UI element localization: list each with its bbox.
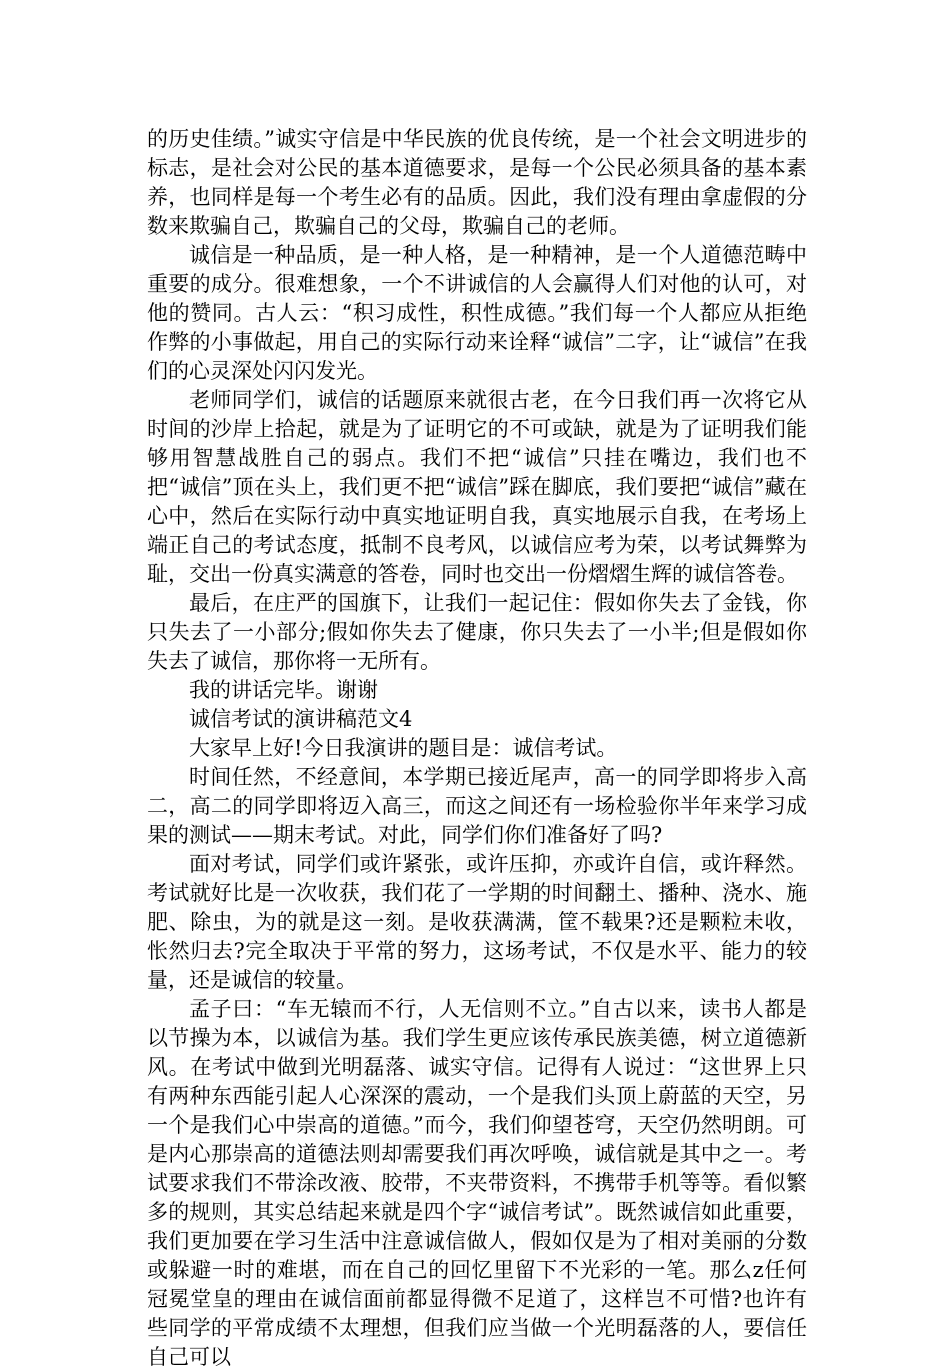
- paragraph: 的历史佳绩。”诚实守信是中华民族的优良传统，是一个社会文明进步的标志，是社会对公民的基本道德要求，是每一个公民必须具备的基本素养，也同样是每一个考生必有的品质。因此，我们没有理由拿虚假的分数来欺骗自己，欺骗自己的父母，欺骗自己的老师。: [147, 127, 807, 238]
- closing-line: 我的讲话完毕。谢谢: [189, 678, 378, 702]
- section-heading: 诚信考试的演讲稿范文4: [189, 707, 413, 731]
- paragraph: 时间任然，不经意间，本学期已接近尾声，高一的同学即将步入高二，高二的同学即将迈入高三，而这之间还有一场检验你半年来学习成果的测试——期末考试。对此，同学们你们准备好了吗?: [147, 765, 807, 847]
- paragraph: 面对考试，同学们或许紧张，或许压抑，亦或许自信，或许释然。考试就好比是一次收获，我们花了一学期的时间翻土、播种、浇水、施肥、除虫，为的就是这一刻。是收获满满，筐不载果?还是颗粒未收，怅然归去?完全取决于平常的努力，这场考试，不仅是水平、能力的较量，还是诚信的较量。: [147, 852, 807, 992]
- paragraph: 老师同学们，诚信的话题原来就很古老，在今日我们再一次将它从时间的沙岸上拾起，就是为了证明它的不可或缺，就是为了证明我们能够用智慧战胜自己的弱点。我们不把“诚信”只挂在嘴边，我们也不把“诚信”顶在头上，我们更不把“诚信”踩在脚底，我们要把“诚信”藏在心中，然后在实际行动中真实地证明自我，真实地展示自我，在考场上端正自己的考试态度，抵制不良考风，以诚信应考为荣，以考试舞弊为耻，交出一份真实满意的答卷，同时也交出一份熠熠生辉的诚信答卷。: [147, 388, 807, 586]
- paragraph: 最后，在庄严的国旗下，让我们一起记住：假如你失去了金钱，你只失去了一小部分;假如你失去了健康，你只失去了一小半;但是假如你失去了诚信，那你将一无所有。: [147, 591, 807, 673]
- paragraph: 孟子曰：“车无辕而不行，人无信则不立。”自古以来，读书人都是以节操为本，以诚信为基。我们学生更应该传承民族美德，树立道德新风。在考试中做到光明磊落、诚实守信。记得有人说过：“这世界上只有两种东西能引起人心深深的震动，一个是我们头顶上蔚蓝的天空，另一个是我们心中崇高的道德。”而今，我们仰望苍穹，天空仍然明朗。可是内心那崇高的道德法则却需要我们再次呼唤，诚信就是其中之一。考试要求我们不带涂改液、胶带，不夹带资料，不携带手机等等。看似繁多的规则，其实总结起来就是四个字“诚信考试”。既然诚信如此重要，我们更加要在学习生活中注意诚信做人，假如仅是为了相对美丽的分数或躲避一时的难堪，而在自己的回忆里留下不光彩的一笔。那么z任何冠冕堂皇的理由在诚信面前都显得微不足道了，这样岂不可惜?也许有些同学的平常成绩不太理想，但我们应当做一个光明磊落的人，要信任自己可以: [147, 997, 807, 1369]
- greeting-line: 大家早上好!今日我演讲的题目是：诚信考试。: [189, 736, 618, 760]
- document-page: [147, 125, 807, 1372]
- paragraph: 诚信是一种品质，是一种人格，是一种精神，是一个人道德范畴中重要的成分。很难想象，一个不讲诚信的人会赢得人们对他的认可，对他的赞同。古人云：“积习成性，积性成德。”我们每一个人都应从拒绝作弊的小事做起，用自己的实际行动来诠释“诚信”二字，让“诚信”在我们的心灵深处闪闪发光。: [147, 243, 807, 383]
